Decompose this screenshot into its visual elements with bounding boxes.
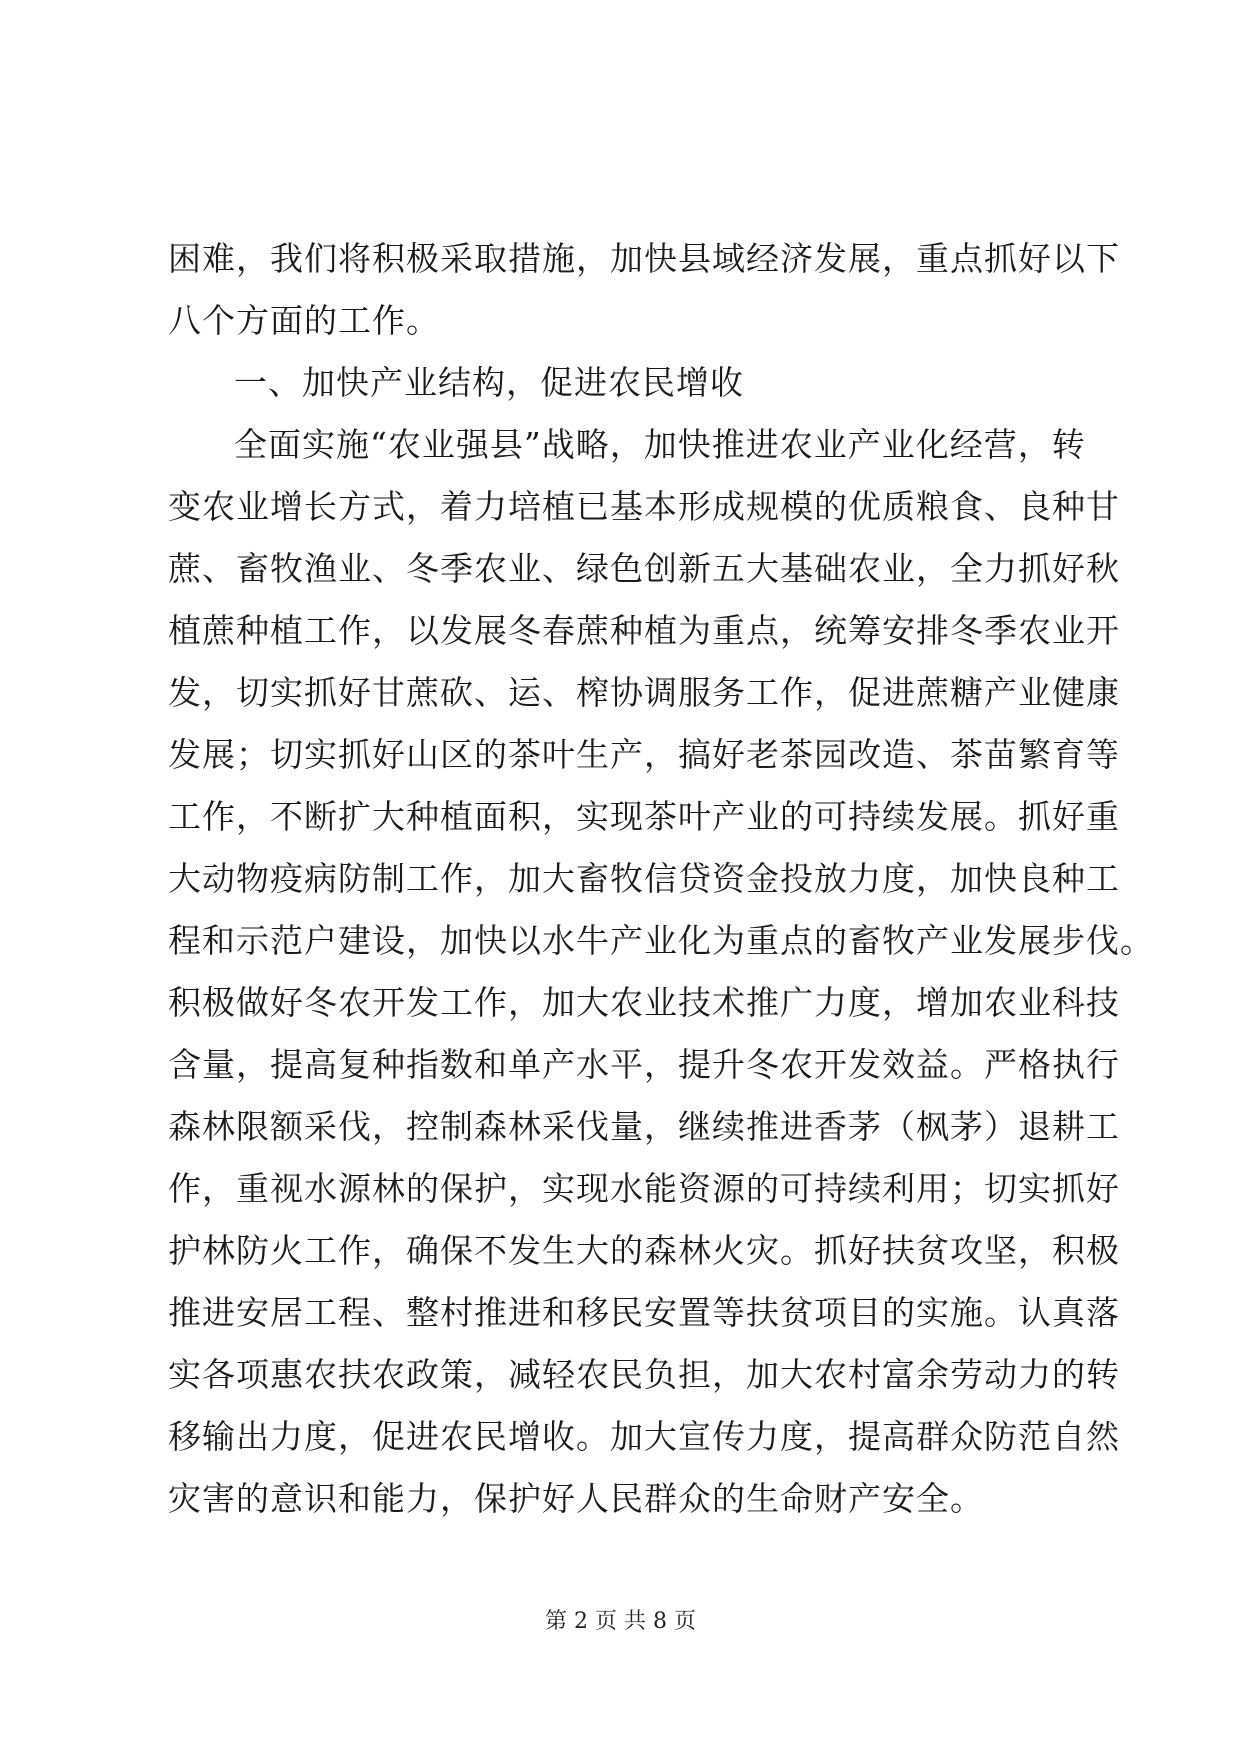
- text-line: 困难，我们将积极采取措施，加快县域经济发展，重点抓好以下: [168, 239, 1120, 278]
- text-line: 森林限额采伐，控制森林采伐量，继续推进香茅（枫茅）退耕工: [168, 1107, 1120, 1146]
- text-line: 作，重视水源林的保护，实现水能资源的可持续利用；切实抓好: [168, 1169, 1120, 1208]
- text-line: 实各项惠农扶农政策，减轻农民负担，加大农村富余劳动力的转: [168, 1355, 1120, 1394]
- text-line: 护林防火工作，确保不发生大的森林火灾。抓好扶贫攻坚，积极: [168, 1231, 1120, 1270]
- text-line: 程和示范户建设，加快以水牛产业化为重点的畜牧产业发展步伐。: [168, 921, 1154, 960]
- document-body: [168, 228, 1154, 1530]
- text-line: 八个方面的工作。: [168, 301, 440, 340]
- text-line: 植蔗种植工作，以发展冬春蔗种植为重点，统筹安排冬季农业开: [168, 611, 1120, 650]
- page-number-footer: 第 2 页 共 8 页: [545, 1609, 696, 1634]
- text-line: 灾害的意识和能力，保护好人民群众的生命财产安全。: [168, 1479, 984, 1518]
- text-line: 含量，提高复种指数和单产水平，提升冬农开发效益。严格执行: [168, 1045, 1120, 1084]
- text-line: 发，切实抓好甘蔗砍、运、榨协调服务工作，促进蔗糖产业健康: [168, 673, 1120, 712]
- text-line: 蔗、畜牧渔业、冬季农业、绿色创新五大基础农业，全力抓好秋: [168, 549, 1120, 588]
- text-line: 大动物疫病防制工作，加大畜牧信贷资金投放力度，加快良种工: [168, 859, 1120, 898]
- text-line: 一、加快产业结构，促进农民增收: [234, 363, 744, 402]
- text-line: 全面实施“农业强县”战略，加快推进农业产业化经营，转: [234, 425, 1086, 464]
- text-line: 移输出力度，促进农民增收。加大宣传力度，提高群众防范自然: [168, 1417, 1120, 1456]
- text-line: 工作，不断扩大种植面积，实现茶叶产业的可持续发展。抓好重: [168, 797, 1120, 836]
- text-line: 发展；切实抓好山区的茶叶生产，搞好老茶园改造、茶苗繁育等: [168, 735, 1120, 774]
- text-line: 变农业增长方式，着力培植已基本形成规模的优质粮食、良种甘: [168, 487, 1120, 526]
- text-line: 推进安居工程、整村推进和移民安置等扶贫项目的实施。认真落: [168, 1293, 1120, 1332]
- text-line: 积极做好冬农开发工作，加大农业技术推广力度，增加农业科技: [168, 983, 1120, 1022]
